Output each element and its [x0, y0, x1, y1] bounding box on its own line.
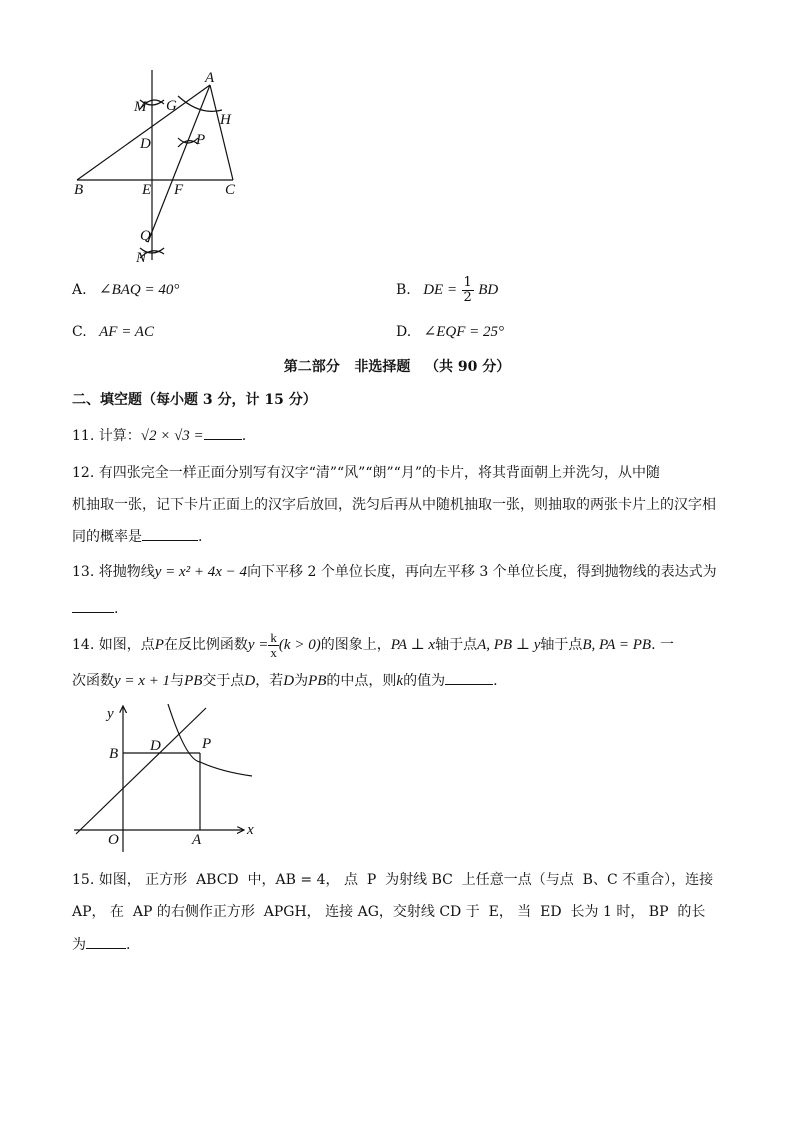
option-c-label: C. [72, 324, 87, 340]
q15-line3 [72, 934, 130, 955]
label-q: Q [140, 228, 151, 244]
label-m: M [134, 99, 147, 115]
label-b: B [74, 182, 84, 198]
option-b-fraction [462, 276, 474, 305]
q15-line3-text: 为 [72, 937, 86, 953]
label-g: G [166, 98, 177, 114]
option-d [396, 322, 504, 342]
section-two-heading: 二、填空题（每小题 3 分，计 15 分） [72, 392, 317, 408]
q14-line2-m2: PB [184, 673, 203, 689]
q14-p4: 轴于点 [435, 637, 478, 653]
option-a [72, 280, 179, 300]
q14-line2-m1: y = x + 1 [114, 673, 171, 689]
q12-line3-text: 同的概率是 [72, 529, 142, 545]
q12-line3 [72, 526, 202, 547]
q14-line2-d: ，若 [255, 673, 284, 689]
label-o: O [108, 832, 119, 848]
q13-text: 向下平移 2 个单位长度，再向左平移 3 个单位长度，得到抛物线的表达式为 [247, 564, 717, 580]
q15-line1: 15. 如图， 正方形 ABCD 中，AB = 4， 点 P 为射线 BC 上任意一点（与点 B、C 不重合），连接 [72, 872, 714, 888]
q14-line1 [72, 628, 674, 662]
triangle-construction-figure [60, 64, 260, 270]
option-d-label: D. [396, 324, 412, 340]
q11-suffix: . [241, 428, 247, 444]
q14-y-eq: y = [247, 637, 269, 653]
label-y: y [107, 706, 114, 722]
q15-suffix: . [126, 937, 131, 953]
label-x: x [247, 822, 254, 838]
label-c: C [225, 182, 236, 198]
label-p: P [196, 132, 206, 148]
q14-point-p: P [154, 637, 164, 653]
label-a2: A [192, 832, 202, 848]
option-b-label: B. [396, 282, 411, 298]
option-c [72, 322, 154, 342]
q13-math: y = x² + 4x − 4 [154, 564, 248, 580]
q14-p3: 的图象上， [320, 637, 391, 653]
question-11 [72, 425, 246, 446]
q13-prefix: 13. 将抛物线 [72, 564, 155, 580]
label-e: E [142, 182, 152, 198]
q14-p5: 轴于点 [540, 637, 583, 653]
option-c-text: AF = AC [99, 324, 154, 340]
option-b-lhs: DE = [423, 282, 458, 298]
q11-prefix: 11. 计算： [72, 428, 141, 444]
segment-ac [210, 85, 233, 180]
q14-m1: PA ⊥ x [390, 637, 436, 653]
label-d: D [140, 136, 151, 152]
q14-line2-a: 次函数 [72, 673, 114, 689]
label-n: N [136, 250, 147, 266]
q12-answer-blank[interactable] [142, 526, 198, 541]
label-f: F [174, 182, 184, 198]
q14-line2-m4: D [283, 673, 295, 689]
q14-line2-b: 与 [170, 673, 185, 689]
q13-answer-blank[interactable] [72, 598, 114, 613]
q12-line1: 12. 有四张完全一样正面分别写有汉字“清”“风”“朗”“月”的卡片，将其背面朝上并洗匀，从中随 [72, 465, 660, 481]
q14-line2-m3: D [244, 673, 256, 689]
label-d2: D [150, 738, 161, 754]
q13-suffix: . [114, 601, 119, 617]
q14-k-den: x [270, 644, 277, 660]
q14-p2: 在反比例函数 [163, 637, 248, 653]
q14-line2-g: 的值为 [403, 673, 446, 689]
label-b2: B [109, 746, 119, 762]
q14-k-fraction [268, 631, 279, 660]
coordinate-figure [66, 700, 266, 856]
label-h: H [220, 112, 231, 128]
q14-p6: . 一 [651, 637, 674, 653]
option-b-numerator: 1 [463, 274, 472, 290]
q14-line2-c: 交于点 [202, 673, 245, 689]
q14-p1: 14. 如图，点 [72, 637, 155, 653]
option-d-text: ∠EQF = 25° [423, 324, 504, 340]
option-b-rhs: BD [478, 282, 499, 298]
label-a: A [205, 70, 215, 86]
q15-line2: AP， 在 AP 的右侧作正方形 APGH， 连接 AG，交射线 CD 于 E， 当 ED 长为 1 时， BP 的长 [72, 904, 706, 920]
q14-line2-m6: k [396, 673, 404, 689]
q14-line2-e: 为 [294, 673, 309, 689]
q14-m3: B, PA = PB [582, 637, 652, 653]
option-a-text: ∠BAQ = 40° [99, 282, 180, 298]
q15-answer-blank[interactable] [86, 934, 126, 949]
option-b-denominator: 2 [463, 289, 472, 305]
q12-line2: 机抽取一张，记下卡片正面上的汉字后放回，洗匀后再从中随机抽取一张，则抽取的两张卡片上的汉字相 [72, 497, 716, 513]
option-a-label: A. [72, 282, 87, 298]
q14-suffix: . [493, 673, 498, 689]
q14-line2 [72, 670, 498, 691]
q13-line2 [72, 598, 118, 619]
q14-cond: (k > 0) [278, 637, 321, 653]
q14-answer-blank[interactable] [445, 670, 493, 685]
line-aq [148, 85, 210, 242]
q13-line1 [72, 562, 717, 582]
q14-k-num: k [270, 629, 277, 645]
q11-math: √2 × √3 = [140, 428, 204, 444]
part-two-heading: 第二部分 非选择题 （共 90 分） [283, 359, 511, 375]
q12-suffix: . [198, 529, 203, 545]
label-p2: P [202, 736, 212, 752]
q14-line2-m5: PB [308, 673, 327, 689]
q14-m2: A, PB ⊥ y [477, 637, 541, 653]
q11-answer-blank[interactable] [204, 425, 242, 440]
line-y-x-plus-1 [76, 708, 206, 834]
option-b [396, 272, 498, 308]
q14-line2-f: 的中点，则 [326, 673, 397, 689]
